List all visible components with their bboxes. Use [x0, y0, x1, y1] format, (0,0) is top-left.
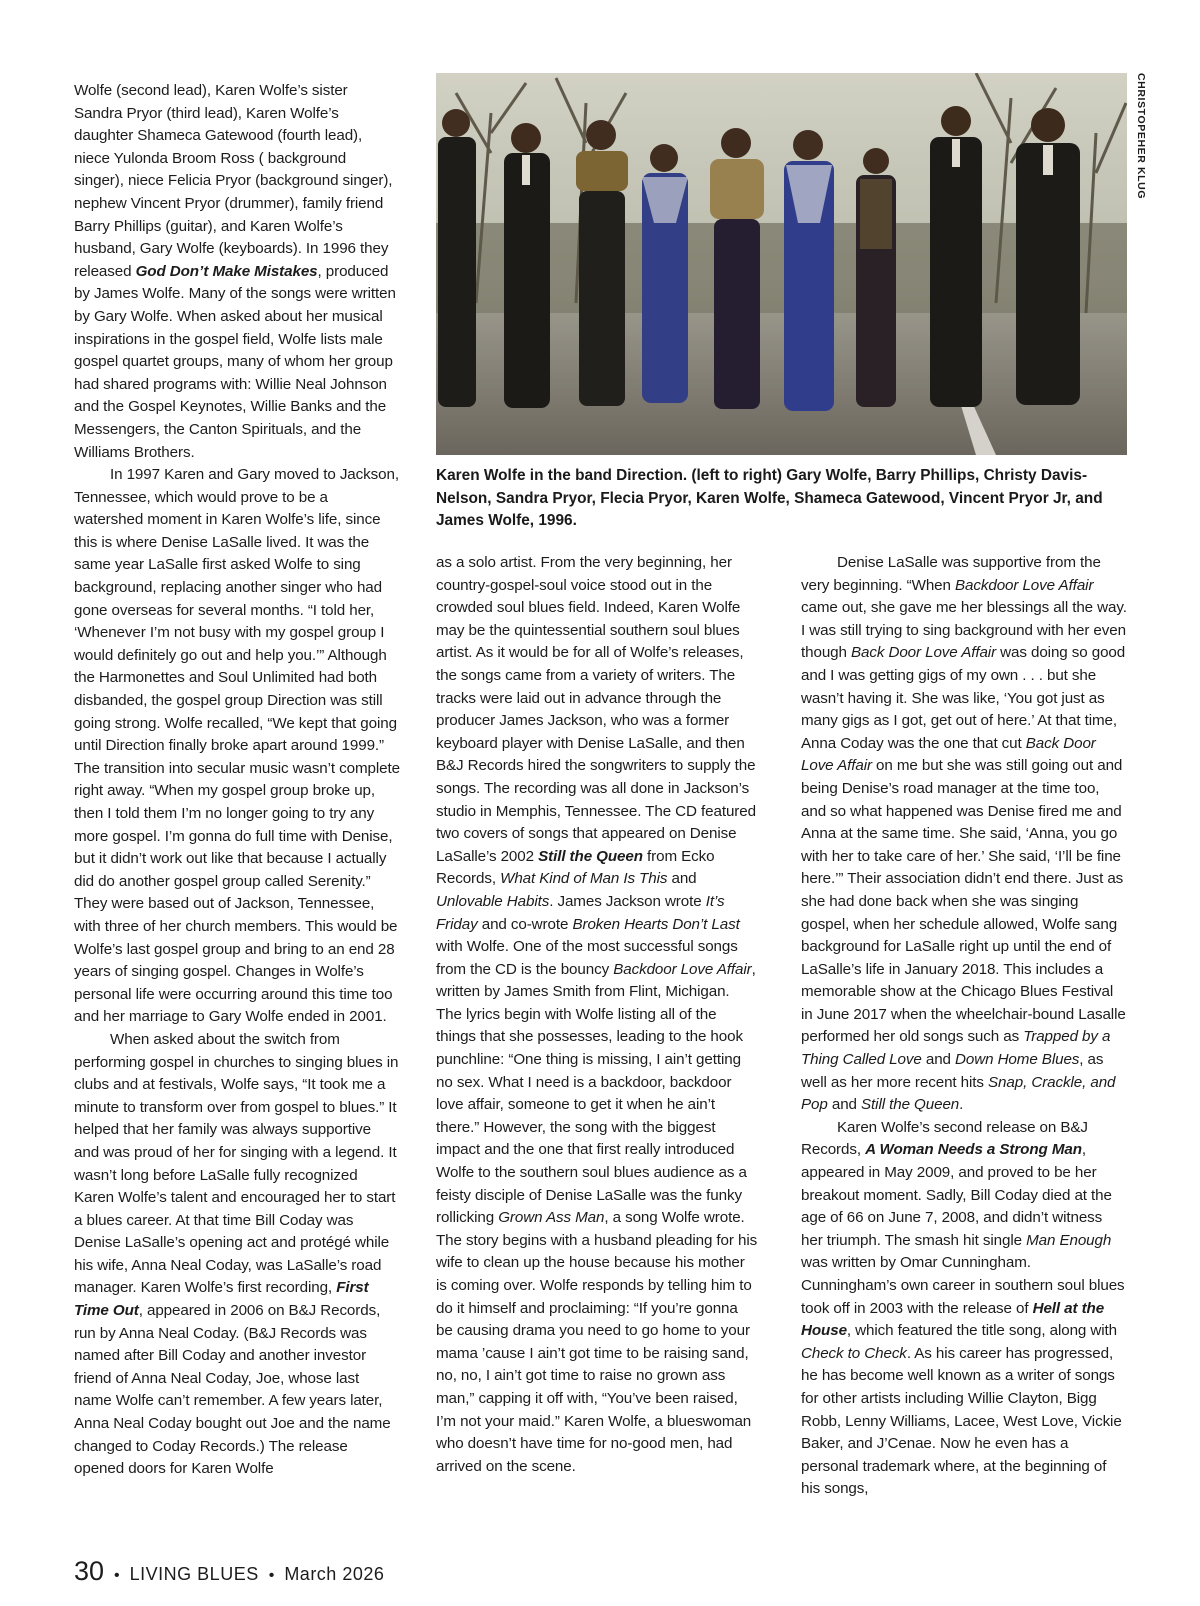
text-run: and co-wrote — [477, 915, 573, 933]
album-title: A Woman Needs a Strong Man — [865, 1141, 1082, 1159]
text-run: , written by James Smith from Flint, Michigan. The lyrics begin with Wolfe listing all of the things that she possesses, leading to the hook punchline: “One thing is missing, I ain’t getting no sex. What I need is a backdoor, backdoor love affair, someone to get it when he ain’t there.” However, the song with the biggest impact and the one that first really introduced Wolfe to the southern soul blues audience as a feisty disciple of Denise LaSalle was the funky rollicking — [436, 960, 756, 1227]
paragraph — [74, 80, 400, 464]
text-run: . — [959, 1096, 964, 1114]
song-title: Backdoor Love Affair — [613, 960, 752, 978]
band-photo — [436, 73, 1127, 455]
song-title: Trapped by a Thing Called Love — [801, 1028, 1111, 1069]
issue-date: March 2026 — [284, 1564, 385, 1584]
text-run: . James Jackson wrote — [549, 892, 706, 910]
album-title: Still the Queen — [538, 847, 643, 865]
text-run: , as well as her more recent hits — [801, 1051, 1104, 1091]
bullet-separator: • — [114, 1567, 120, 1584]
album-title: First Time Out — [74, 1279, 369, 1320]
text-run: , appeared in May 2009, and proved to be her breakout moment. Sadly, Bill Coday died at the age of 66 on June 7, 2008, and didn’t witness her triumph. The smash hit single — [801, 1141, 1112, 1249]
text-run: Karen Wolfe’s second release on B&J Records, — [801, 1118, 1088, 1159]
photo-caption: Karen Wolfe in the band Direction. (left to right) Gary Wolfe, Barry Phillips, Christy Davis-Nelson, Sandra Pryor, Flecia Pryor, Karen Wolfe, Shameca Gatewood, Vincent Pryor Jr, and James Wolfe, 1996. — [436, 467, 1103, 530]
magazine-name: LIVING BLUES — [129, 1564, 259, 1584]
text-run: Denise LaSalle was supportive from the very beginning. “When — [801, 554, 1101, 594]
text-run: was written by Omar Cunningham. Cunningham’s own career in southern soul blues took off in 2003 with the release of — [801, 1254, 1125, 1317]
text-run: Wolfe (second lead), Karen Wolfe’s sister Sandra Pryor (third lead), Karen Wolfe’s daughter Shameca Gatewood (fourth lead), niece Yulonda Broom Ross ( background singer), niece Felicia Pryor (background singer), nephew Vincent Pryor (drummer), family friend Barry Phillips (guitar), and Karen Wolfe’s husband, Gary Wolfe (keyboards). In 1996 they released — [74, 82, 393, 280]
song-title: Down Home Blues — [955, 1051, 1080, 1069]
album-title: God Don’t Make Mistakes — [135, 262, 318, 280]
band-photo-illustration — [436, 73, 1127, 455]
paragraph — [801, 552, 1127, 1117]
text-run: and — [827, 1096, 862, 1114]
text-run: and — [921, 1051, 956, 1069]
song-title: Snap, Crackle, and Pop — [801, 1073, 1116, 1114]
text-run: was doing so good and I was getting gigs of my own . . . but she wasn’t having it. She was like, ‘You got just as many gigs as I got, get out of here.’ At that time, Anna Coday was the one that cut — [801, 644, 1126, 752]
paragraph — [801, 1117, 1127, 1501]
text-run: , a song Wolfe wrote. The story begins with a husband pleading for his wife to clean up the house because his mother is coming over. Wolfe responds by telling him to do it himself and proclaiming: “If you’re gonna be causing drama you need to go home to your mama ’cause I ain’t got time to be raising sand, no, no, I ain’t got time to raise no grown ass man,” capping it off with, “You’ve been raised, I’m not your maid.” Karen Wolfe, a blueswoman who doesn’t have time for no-good men, had arrived on the scene. — [436, 1209, 758, 1475]
song-title: Broken Hearts Don’t Last — [572, 915, 740, 933]
bullet-separator: • — [268, 1567, 275, 1584]
song-title: Back Door Love Affair — [850, 644, 997, 662]
text-run: , which featured the title song, along with — [846, 1322, 1118, 1340]
song-title: Back Door Love Affair — [801, 734, 1096, 775]
song-title: Still the Queen — [861, 1096, 960, 1114]
paragraph: In 1997 Karen and Gary moved to Jackson, Tennessee, which would prove to be a watershed moment in Karen Wolfe’s life, since this is where Denise LaSalle lived. It was the same year LaSalle first asked Wolfe to sing background, replacing another singer who had gone overseas for several months. “I told her, ‘Whenever I’m not busy with my gospel group I would definitely go out and help you.’” Although the Harmonettes and Soul Unlimited had both disbanded, the gospel group Direction was still going strong. Wolfe recalled, “We kept that going until Direction finally broke apart around 1999.” The transition into secular music wasn’t complete right away. “When my gospel group broke up, then I told them I’m no longer going to try any more gospel. I’m gonna do full time with Denise, but it didn’t work out like that because I actually did do another gospel group called Serenity.” They were based out of Jackson, Tennessee, with three of her church members. This would be Wolfe’s last gospel group and bring to an end 28 years of singing gospel. Changes in Wolfe’s personal life were occurring around this time too and her marriage to Gary Wolfe ended in 2001. — [74, 466, 400, 1026]
song-title: It’s Friday — [436, 892, 725, 933]
text-run: , produced by James Wolfe. Many of the songs were written by Gary Wolfe. When asked about her musical inspirations in the gospel field, Wolfe lists male gospel quartet groups, many of whom her group had shared programs with: Willie Neal Johnson and the Gospel Keynotes, Willie Banks and the Messengers, the Canton Spirituals, and the Williams Brothers. — [74, 262, 396, 461]
text-run: , appeared in 2006 on B&J Records, run by Anna Neal Coday. (B&J Records was named after Bill Coday and another investor friend of Anna Neal Coday, Joe, whose last name Wolfe can’t remember. A few years later, Anna Neal Coday bought out Joe and the name changed to Coday Records.) The release opened doors for Karen Wolfe — [74, 1302, 391, 1478]
text-run: When asked about the switch from performing gospel in churches to singing blues in clubs and at festivals, Wolfe says, “It took me a minute to transform over from gospel to blues.” It helped that her family was always supportive and was proud of her for singing with a legend. It wasn’t long before LaSalle fully recognized Karen Wolfe’s talent and encouraged her to start a blues career. At that time Bill Coday was Denise LaSalle’s opening act and protégé while his wife, Anna Neal Coday, was LaSalle’s road manager. Karen Wolfe’s first recording, — [74, 1030, 399, 1297]
text-run: with Wolfe. One of the most successful songs from the CD is the bouncy — [436, 938, 738, 978]
album-title: Hell at the House — [801, 1299, 1105, 1340]
page-number: 30 — [74, 1556, 105, 1586]
paragraph — [436, 552, 758, 1478]
article-column-2 — [436, 552, 758, 1478]
text-run: came out, she gave me her blessings all the way. I was still trying to sing background with her even though — [801, 599, 1127, 662]
song-title: Grown Ass Man — [498, 1209, 605, 1227]
page-footer — [74, 1556, 384, 1592]
text-run: . As his career has progressed, he has become well known as a writer of songs for other artists including Willie Clayton, Bigg Robb, Lenny Williams, Lacee, West Love, Vickie Baker, and J’Cenae. Now he even has a personal trademark where, at the beginning of his songs, — [801, 1344, 1122, 1498]
song-title: Man Enough — [1026, 1231, 1112, 1249]
song-title: What Kind of Man Is This — [500, 870, 668, 888]
text-run: from Ecko Records, — [436, 847, 715, 888]
photo-credit: CHRISTOPEHER KLUG — [1135, 73, 1147, 200]
paragraph — [74, 1029, 400, 1481]
article-column-3 — [801, 552, 1127, 1501]
text-run: and — [667, 870, 697, 888]
text-run: on me but she was still going out and being Denise’s road manager at the time too, and so what happened was Denise fired me and Anna at the same time. She said, ‘Anna, you go with her to take care of her.’ She said, ‘I’ll be fine here.’” Their association didn’t end there. Just as she had done back when she was singing gospel, when her schedule allowed, Wolfe sang background for LaSalle right up until the end of LaSalle’s life in January 2018. This includes a memorable show at the Chicago Blues Festival in June 2017 when the wheelchair-bound Lasalle performed her old songs such as — [801, 757, 1126, 1046]
text-run: as a solo artist. From the very beginning, her country-gospel-soul voice stood out in the crowded soul blues field. Indeed, Karen Wolfe may be the quintessential southern soul blues artist. As it would be for all of Wolfe’s releases, the songs came from a variety of writers. The tracks were laid out in advance through the producer James Jackson, who was a former keyboard player with Denise LaSalle, and then B&J Records hired the songwriters to supply the songs. The recording was all done in Jackson’s studio in Memphis, Tennessee. The CD featured two covers of songs that appeared on Denise LaSalle’s 2002 — [436, 554, 756, 865]
song-title: Unlovable Habits — [436, 892, 550, 910]
song-title: Backdoor Love Affair — [954, 576, 1094, 594]
song-title: Check to Check — [801, 1344, 907, 1362]
article-column-1 — [74, 80, 400, 1481]
